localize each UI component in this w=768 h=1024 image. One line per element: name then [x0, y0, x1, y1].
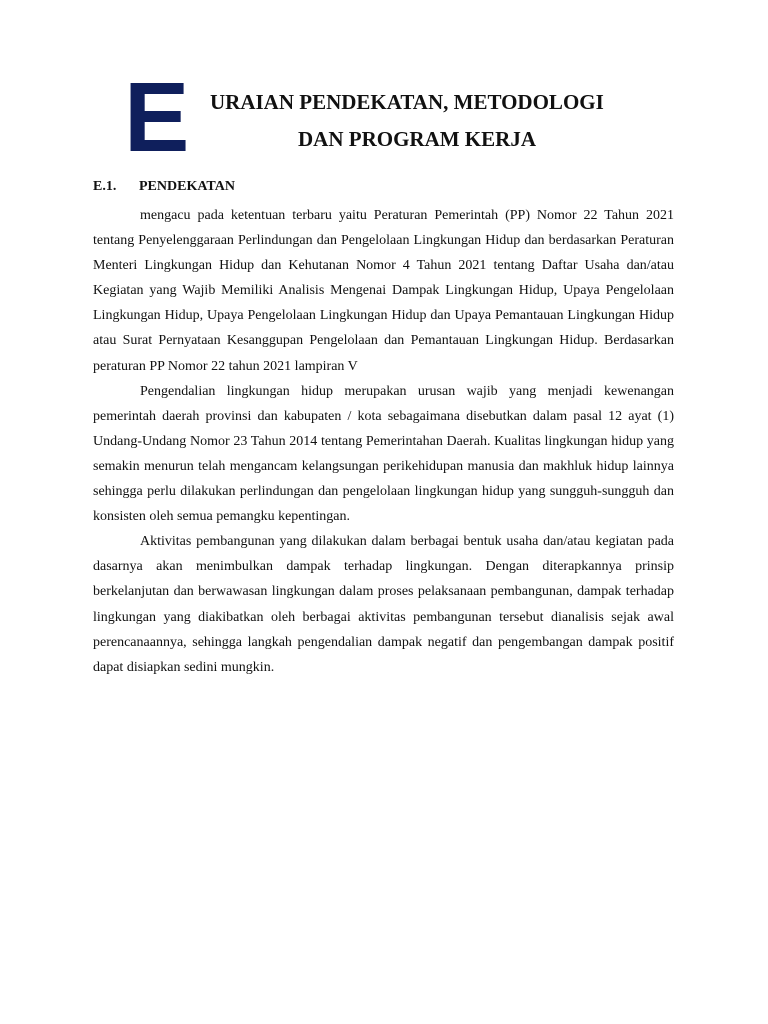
paragraph-2: Pengendalian lingkungan hidup merupakan urusan wajib yang menjadi kewenangan pemerintah daerah provinsi dan kabupaten / kota sebagaimana disebutkan dalam pasal 12 ayat (1) Undang-Undang Nomor 23 Tahun 2014 tentang Pemerintahan Daerah. Kualitas lingkungan hidup yang semakin menurun telah mengancam kelangsungan perikehidupan manusia dan makhluk hidup lainnya sehingga perlu dilakukan perlindungan dan pengelolaan lingkungan hidup yang sungguh-sungguh dan konsisten oleh semua pemangku kepentingan. — [93, 383, 674, 525]
paragraph-1: mengacu pada ketentuan terbaru yaitu Peraturan Pemerintah (PP) Nomor 22 Tahun 2021 tentang Penyelenggaraan Perlindungan dan Pengelolaan Lingkungan Hidup dan berdasarkan Peraturan Menteri Lingkungan Hidup dan Kehutanan Nomor 4 Tahun 2021 tentang Daftar Usaha dan/atau Kegiatan yang Wajib Memiliki Analisis Mengenai Dampak Lingkungan Hidup, Upaya Pengelolaan Lingkungan Hidup, Upaya Pengelolaan Lingkungan Hidup dan Upaya Pemantauan Lingkungan Hidup atau Surat Pernyataan Kesanggupan Pengelolaan dan Pemantauan Lingkungan Hidup. Berdasarkan peraturan PP Nomor 22 tahun 2021 lampiran V — [93, 208, 674, 374]
body-text — [93, 203, 674, 680]
chapter-title-line-1: URAIAN PENDEKATAN, METODOLOGI — [210, 90, 604, 114]
section-number: E.1. — [93, 179, 117, 194]
section-title: PENDEKATAN — [139, 179, 235, 194]
paragraph-3: Aktivitas pembangunan yang dilakukan dalam berbagai bentuk usaha dan/atau kegiatan pada dasarnya akan menimbulkan dampak terhadap lingkungan. Dengan diterapkannya prinsip berkelanjutan dan berwawasan lingkungan dalam proses pelaksanaan pembangunan, dampak terhadap lingkungan yang diakibatkan oleh berbagai aktivitas pembangunan tersebut dianalisis sejak awal perencanaannya, sehingga langkah pengendalian dampak negatif dan pengembangan dampak positif dapat disiapkan sedini mungkin. — [93, 534, 674, 675]
chapter-letter: E — [124, 62, 188, 172]
chapter-title-line-2: DAN PROGRAM KERJA — [298, 127, 536, 151]
section-heading — [93, 179, 235, 195]
